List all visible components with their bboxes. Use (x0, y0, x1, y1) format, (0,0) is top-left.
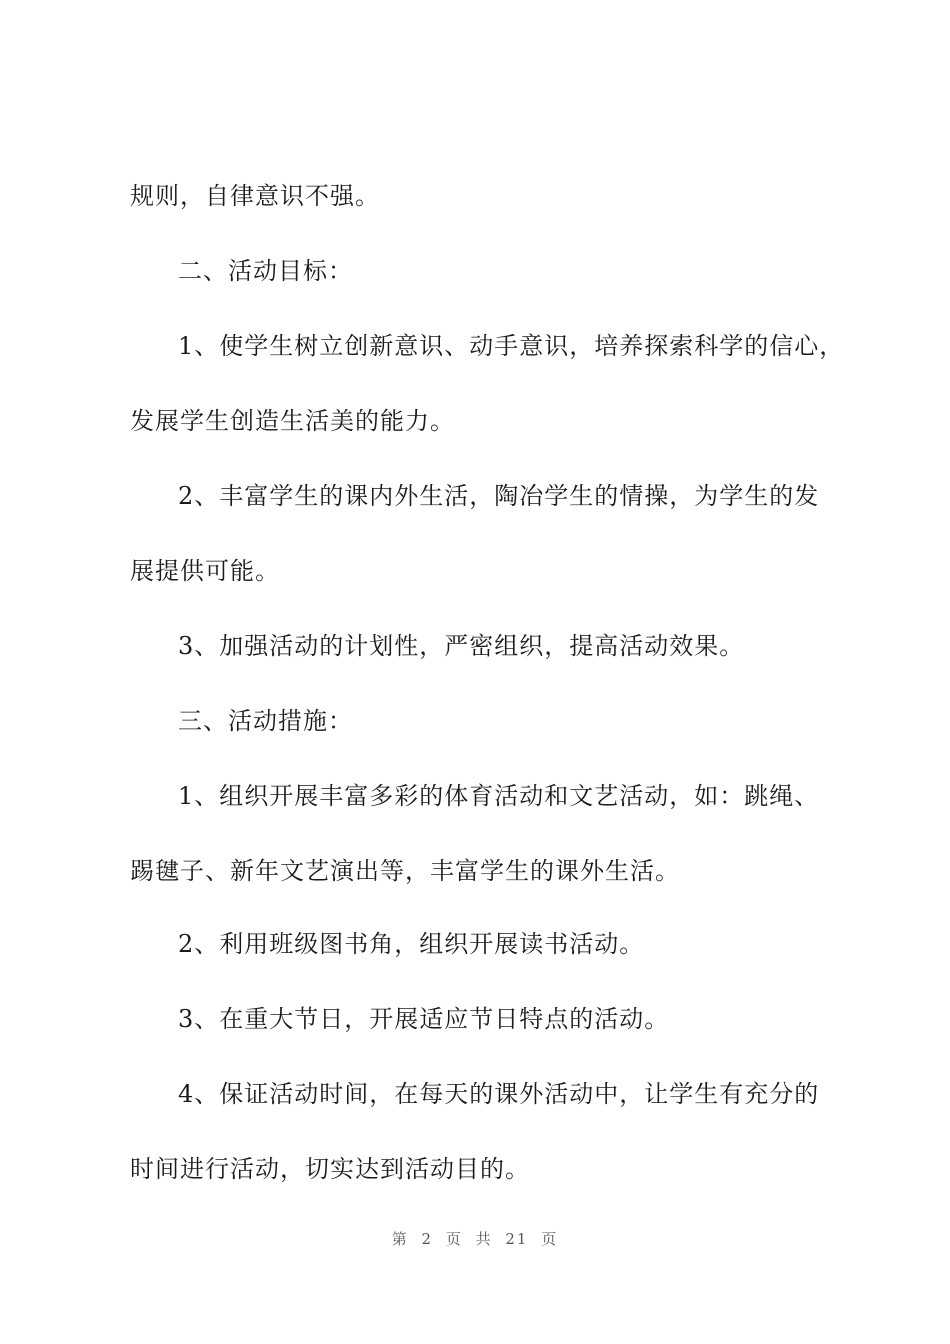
goal-2-line-1: 2、丰富学生的课内外生活，陶冶学生的情操，为学生的发 (178, 482, 820, 510)
goal-2-line-2: 展提供可能。 (130, 557, 280, 585)
goal-1-line-1: 1、使学生树立创新意识、动手意识，培养探索科学的信心， (178, 332, 845, 360)
section-heading-goals: 二、活动目标： (178, 257, 353, 285)
goal-1-line-2: 发展学生创造生活美的能力。 (130, 407, 455, 435)
measure-3-line-1: 3、在重大节日，开展适应节日特点的活动。 (178, 1005, 670, 1033)
measure-1-line-2: 踢毽子、新年文艺演出等，丰富学生的课外生活。 (130, 857, 680, 885)
measure-4-line-2: 时间进行活动，切实达到活动目的。 (130, 1155, 530, 1183)
section-heading-measures: 三、活动措施： (178, 707, 353, 735)
measure-2-line-1: 2、利用班级图书角，组织开展读书活动。 (178, 930, 645, 958)
measure-4-line-1: 4、保证活动时间，在每天的课外活动中，让学生有充分的 (178, 1080, 820, 1108)
goal-3-line-1: 3、加强活动的计划性，严密组织，提高活动效果。 (178, 632, 745, 660)
page-footer: 第 2 页 共 21 页 (391, 1230, 559, 1248)
paragraph-line-1: 规则，自律意识不强。 (130, 182, 380, 210)
measure-1-line-1: 1、组织开展丰富多彩的体育活动和文艺活动，如：跳绳、 (178, 782, 820, 810)
